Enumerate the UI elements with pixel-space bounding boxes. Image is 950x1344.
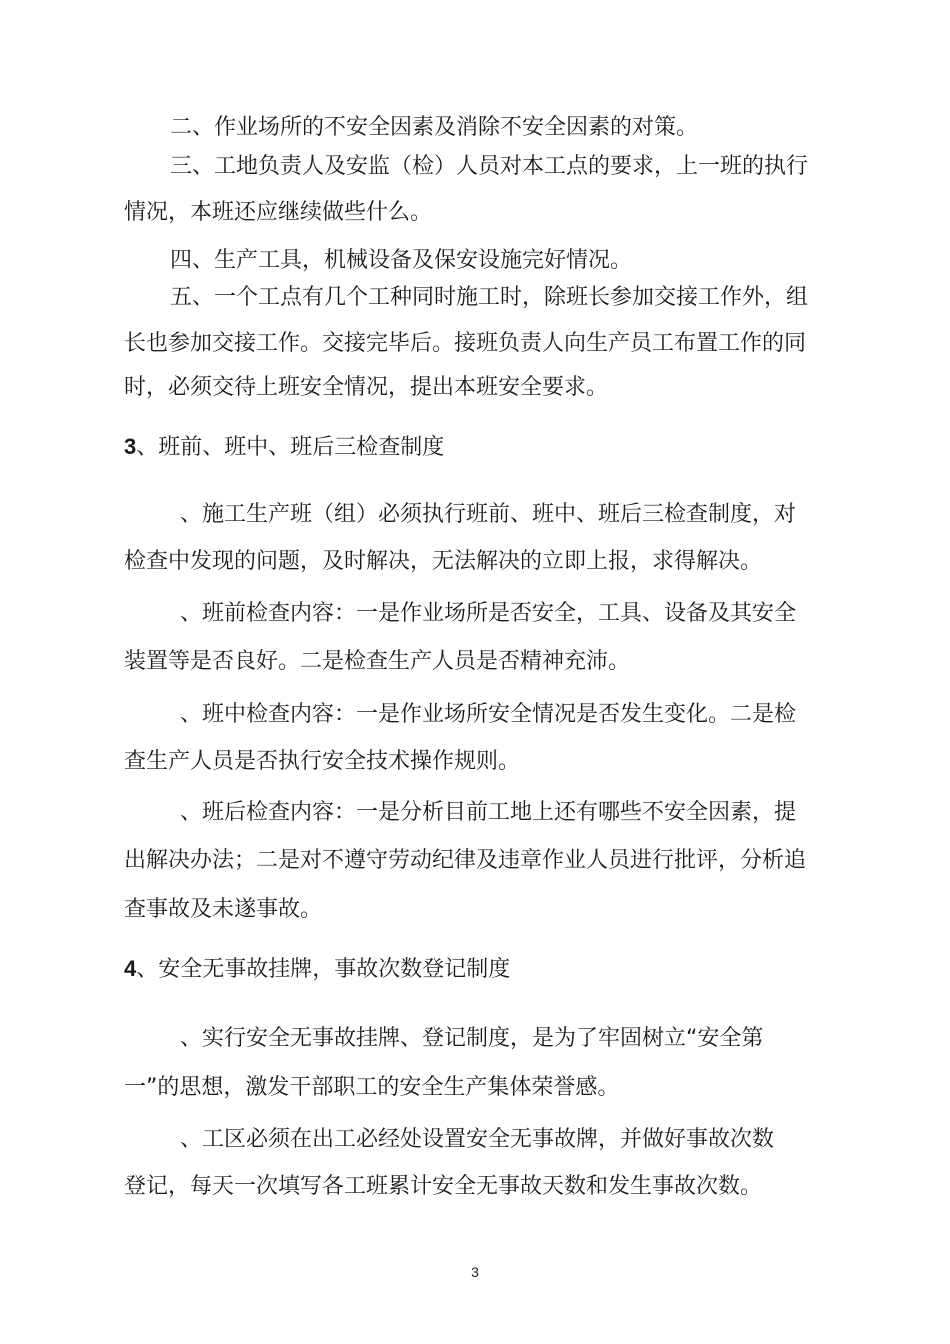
paragraph-line: 、施工生产班（组）必须执行班前、班中、班后三检查制度，对 [180, 502, 797, 527]
paragraph-line: 查事故及未遂事故。 [124, 897, 323, 922]
paragraph-line: 、班后检查内容：一是分析目前工地上还有哪些不安全因素，提 [180, 800, 797, 825]
paragraph-line: 一”的思想，激发干部职工的安全生产集体荣誉感。 [124, 1075, 620, 1100]
section-number: 4 [124, 956, 137, 981]
paragraph-line: 时，必须交待上班安全情况，提出本班安全要求。 [124, 375, 609, 400]
section-title: 、班前、班中、班后三检查制度 [136, 435, 445, 460]
paragraph-line: 出解决办法；二是对不遵守劳动纪律及违章作业人员进行批评，分析追 [124, 848, 807, 873]
paragraph-line: 、实行安全无事故挂牌、登记制度，是为了牢固树立“安全第 [180, 1026, 764, 1051]
paragraph-line: 检查中发现的问题，及时解决，无法解决的立即上报，求得解决。 [124, 549, 763, 574]
paragraph-line: 查生产人员是否执行安全技术操作规则。 [124, 749, 521, 774]
section-heading-4 [124, 954, 510, 985]
paragraph-line: 情况，本班还应继续做些什么。 [124, 200, 433, 225]
section-title: 、安全无事故挂牌，事故次数登记制度 [136, 957, 511, 982]
paragraph-line: 二、作业场所的不安全因素及消除不安全因素的对策。 [170, 115, 699, 140]
paragraph-line: 五、一个工点有几个工种同时施工时，除班长参加交接工作外，组 [170, 285, 809, 310]
section-number: 3 [124, 434, 137, 459]
page-number: 3 [471, 1264, 479, 1280]
paragraph-line: 、班前检查内容：一是作业场所是否安全，工具、设备及其安全 [180, 601, 797, 626]
section-heading-3 [124, 432, 444, 463]
paragraph-line: 四、生产工具，机械设备及保安设施完好情况。 [170, 248, 633, 273]
paragraph-line: 、班中检查内容：一是作业场所安全情况是否发生变化。二是检 [180, 702, 797, 727]
paragraph-line: 装置等是否良好。二是检查生产人员是否精神充沛。 [124, 649, 631, 674]
paragraph-line: 登记，每天一次填写各工班累计安全无事故天数和发生事故次数。 [124, 1174, 763, 1199]
paragraph-line: 三、工地负责人及安监（检）人员对本工点的要求，上一班的执行 [170, 154, 809, 179]
paragraph-line: 长也参加交接工作。交接完毕后。接班负责人向生产员工布置工作的同 [124, 331, 807, 356]
paragraph-line: 、工区必须在出工必经处设置安全无事故牌，并做好事故次数 [180, 1127, 775, 1152]
